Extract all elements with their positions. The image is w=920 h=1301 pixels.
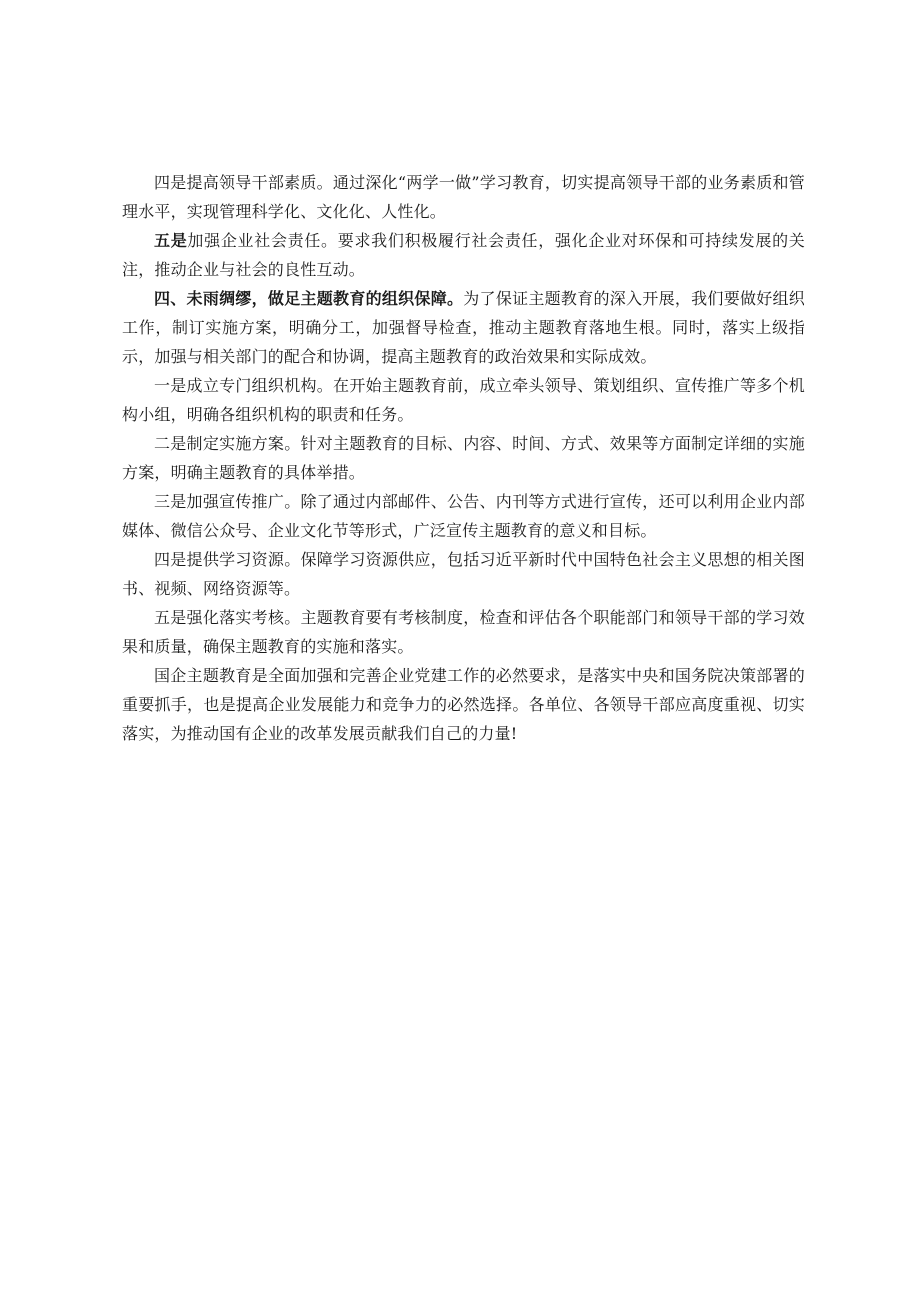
paragraph-text: 一是成立专门组织机构。在开始主题教育前，成立牵头领导、策划组织、宣传推广等多个机构小组，明确各组织机构的职责和任务。 — [122, 376, 805, 424]
paragraph-learning-resources — [122, 545, 805, 603]
paragraph-implementation-plan — [122, 429, 805, 487]
paragraph-conclusion — [122, 661, 805, 748]
paragraph-text: 为了保证主题教育的深入开展，我们要做好组织工作，制订实施方案，明确分工，加强督导检查，推动主题教育落地生根。同时，落实上级指示，加强与相关部门的配合和协调，提高主题教育的政治效果和实际成效。 — [122, 289, 805, 366]
paragraph-publicity — [122, 487, 805, 545]
paragraph-organization-body — [122, 371, 805, 429]
paragraph-lead: 五是 — [154, 231, 188, 250]
paragraph-text: 加强企业社会责任。要求我们积极履行社会责任，强化企业对环保和可持续发展的关注，推动企业与社会的良性互动。 — [122, 231, 806, 279]
paragraph-text: 国企主题教育是全面加强和完善企业党建工作的必然要求，是落实中央和国务院决策部署的重要抓手，也是提高企业发展能力和竞争力的必然选择。各单位、各领导干部应高度重视、切实落实，为推动国有企业的改革发展贡献我们自己的力量! — [122, 666, 805, 743]
section-heading-lead: 四、未雨绸缪，做足主题教育的组织保障。 — [154, 289, 464, 308]
paragraph-text: 四是提高领导干部素质。通过深化“两学一做”学习教育，切实提高领导干部的业务素质和管理水平，实现管理科学化、文化化、人性化。 — [122, 173, 805, 221]
paragraph-leader-quality — [122, 168, 805, 226]
paragraph-text: 五是强化落实考核。主题教育要有考核制度，检查和评估各个职能部门和领导干部的学习效果和质量，确保主题教育的实施和落实。 — [122, 608, 805, 656]
section-heading-organization — [122, 284, 805, 371]
document-body — [122, 168, 805, 748]
paragraph-text: 二是制定实施方案。针对主题教育的目标、内容、时间、方式、效果等方面制定详细的实施方案，明确主题教育的具体举措。 — [122, 434, 805, 482]
paragraph-text: 三是加强宣传推广。除了通过内部邮件、公告、内刊等方式进行宣传，还可以利用企业内部媒体、微信公众号、企业文化节等形式，广泛宣传主题教育的意义和目标。 — [122, 492, 805, 540]
paragraph-text: 四是提供学习资源。保障学习资源供应，包括习近平新时代中国特色社会主义思想的相关图书、视频、网络资源等。 — [122, 550, 805, 598]
paragraph-assessment — [122, 603, 805, 661]
paragraph-social-responsibility — [122, 226, 805, 284]
